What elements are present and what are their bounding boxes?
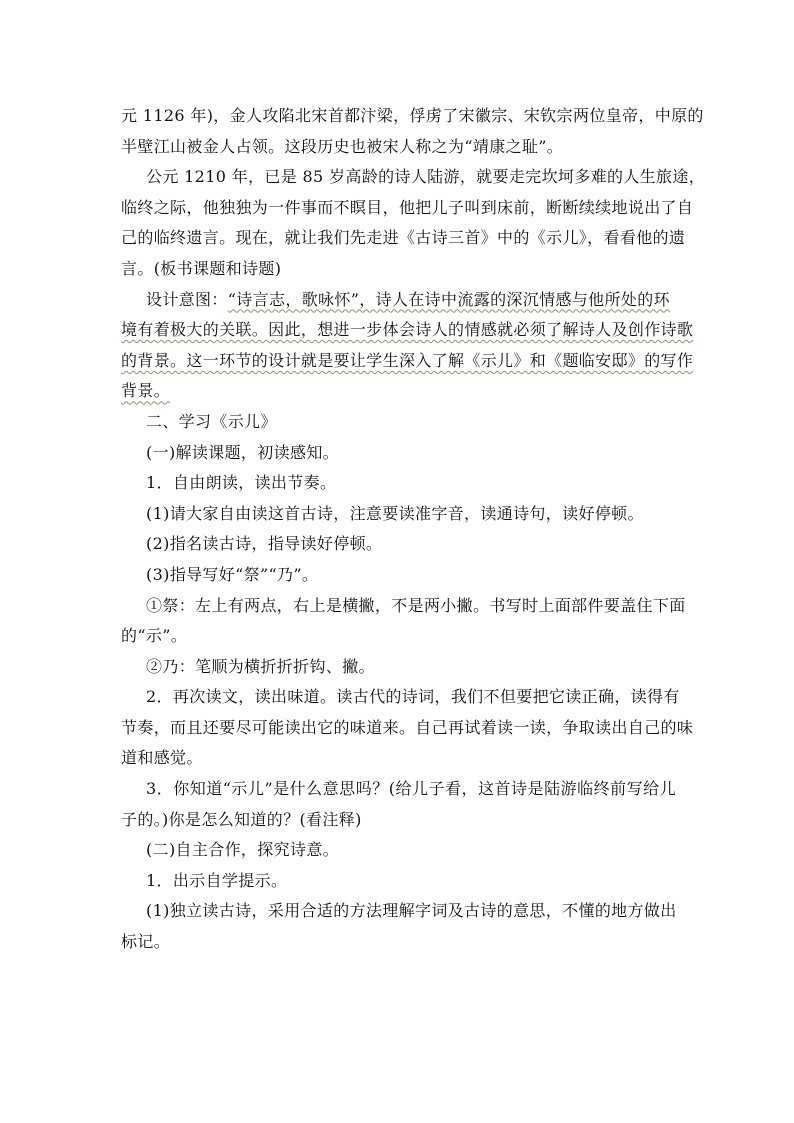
step-item: 节奏，而且还要尽可能读出它的味道来。自己再试着读一读，争取读出自己的味 <box>121 717 694 737</box>
paragraph-line: 半壁江山被金人占领。这段历史也被宋人称之为“靖康之耻”。 <box>121 136 564 156</box>
list-item: (2)指名读古诗，指导读好停顿。 <box>146 534 383 554</box>
section-heading: 二、学习《示儿》 <box>146 411 277 431</box>
paragraph-line: 言。(板书课题和诗题) <box>121 258 282 278</box>
step-item: 1．出示自学提示。 <box>146 870 288 890</box>
design-intent-text: 背景。 <box>121 381 171 401</box>
paragraph-line: 公元 1210 年，已是 85 岁高龄的诗人陆游，就要走完坎坷多难的人生旅途， <box>146 167 706 187</box>
design-intent-line: 的背景。这一环节的设计就是要让学生深入了解《示儿》和《题临安邸》的写作 <box>121 350 694 370</box>
list-item: ②乃：笔顺为横折折折钩、撇。 <box>146 656 375 676</box>
step-item: 3．你知道“示儿”是什么意思吗？(给儿子看，这首诗是陆游临终前写给儿 <box>146 779 676 799</box>
step-item: 子的。)你是怎么知道的？(看注释) <box>121 809 362 829</box>
list-item: 的“示”。 <box>121 626 188 646</box>
design-intent-text: “诗言志，歌咏怀”，诗人在诗中流露的深沉情感与他所处的环 <box>227 289 670 309</box>
design-intent-line: 境有着极大的关联。因此，想进一步体会诗人的情感就必须了解诗人及创作诗歌 <box>121 320 694 340</box>
design-intent-line <box>146 285 676 316</box>
step-item: 1．自由朗读，读出节奏。 <box>146 473 337 493</box>
list-item: (3)指导写好“祭”“乃”。 <box>146 564 319 584</box>
step-item: 2．再次读文，读出味道。读古代的诗词，我们不但要把它读正确，读得有 <box>146 687 680 707</box>
list-item: 标记。 <box>121 932 171 952</box>
design-intent-line <box>121 376 676 407</box>
subsection-heading: (一)解读课题，初读感知。 <box>146 442 340 462</box>
list-item: (1)独立读古诗，采用合适的方法理解字词及古诗的意思，不懂的地方做出 <box>146 901 677 921</box>
paragraph-line: 己的临终遗言。现在，就让我们先走进《古诗三首》中的《示儿》，看看他的遗 <box>121 228 686 248</box>
step-item: 道和感觉。 <box>121 748 203 768</box>
subsection-heading: (二)自主合作，探究诗意。 <box>146 840 340 860</box>
paragraph-line: 临终之际，他独独为一件事而不瞑目，他把儿子叫到床前，断断续续地说出了自 <box>121 197 694 217</box>
list-item: (1)请大家自由读这首古诗，注意要读准字音，读通诗句，读好停顿。 <box>146 503 644 523</box>
paragraph-line: 元 1126 年)，金人攻陷北宋首都汴梁，俘虏了宋徽宗、宋钦宗两位皇帝，中原的 <box>121 106 704 125</box>
design-intent-label: 设计意图： <box>146 289 228 309</box>
list-item: ①祭：左上有两点，右上是横撇，不是两小撇。书写时上面部件要盖住下面 <box>146 595 686 615</box>
